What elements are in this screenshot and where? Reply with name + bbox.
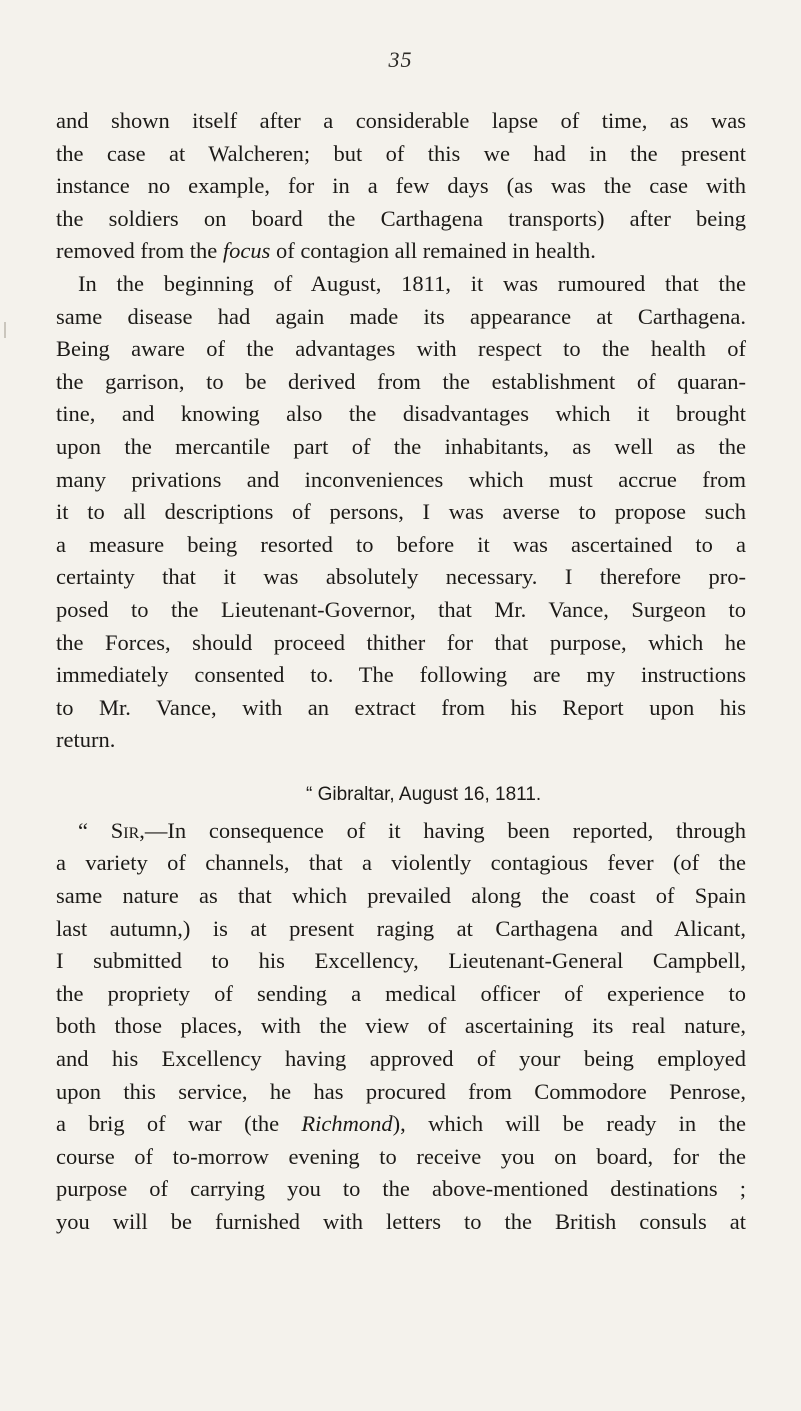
text-line: I submitted to his Excellency, Lieutenant-General Campbell, — [56, 948, 746, 974]
text-line: the soldiers on board the Carthagena transports) after being — [56, 205, 746, 231]
text-line: Being aware of the advantages with respect to the health of — [56, 336, 746, 362]
margin-mark — [4, 322, 6, 338]
text-line: it to all descriptions of persons, I was averse to propose such — [56, 499, 746, 525]
text-line: posed to the Lieutenant-Governor, that Mr. Vance, Surgeon to — [56, 596, 746, 622]
text-fragment: ), which will be ready in the — [392, 1111, 746, 1137]
text-line: certainty that it was absolutely necessary. I therefore pro- — [56, 564, 746, 590]
text-fragment: ,—In consequence of it having been reported, through — [139, 817, 746, 843]
text-line: the case at Walcheren; but of this we had in the present — [56, 140, 746, 166]
text-line: many privations and inconveniences which must accrue from — [56, 466, 746, 492]
text-line: a measure being resorted to before it was ascertained to a — [56, 531, 746, 557]
text-line: last autumn,) is at present raging at Carthagena and Alicant, — [56, 915, 746, 941]
text-line: upon this service, he has procured from Commodore Penrose, — [56, 1078, 746, 1104]
text-line — [56, 235, 746, 268]
text-line: the garrison, to be derived from the establishment of quaran- — [56, 368, 746, 394]
text-line: the Forces, should proceed thither for that purpose, which he — [56, 629, 746, 655]
text-line: a variety of channels, that a violently contagious fever (of the — [56, 850, 746, 876]
text-line: both those places, with the view of ascertaining its real nature, — [56, 1013, 746, 1039]
text-line: In the beginning of August, 1811, it was rumoured that the — [78, 270, 746, 296]
text-line: and shown itself after a considerable lapse of time, as was — [56, 108, 746, 133]
text-line: the propriety of sending a medical officer of experience to — [56, 980, 746, 1006]
text-line: same disease had again made its appearance at Carthagena. — [56, 303, 746, 329]
text-fragment: a brig of war (the — [56, 1111, 302, 1137]
text-fragment: “ — [78, 817, 111, 843]
body-text — [56, 105, 746, 1239]
letter-dateline: “ Gibraltar, August 16, 1811. — [306, 783, 542, 805]
text-line: immediately consented to. The following are my instructions — [56, 662, 746, 688]
text-line: purpose of carrying you to the above-mentioned destinations ; — [56, 1176, 746, 1202]
text-line: same nature as that which prevailed along the coast of Spain — [56, 883, 746, 909]
text-fragment: of contagion all remained in health. — [270, 238, 596, 264]
italic-word: Richmond — [301, 1111, 393, 1137]
text-line: and his Excellency having approved of your being employed — [56, 1046, 746, 1072]
italic-word: focus — [222, 238, 271, 264]
text-line — [56, 1108, 746, 1141]
text-line: tine, and knowing also the disadvantages which it brought — [56, 401, 746, 427]
text-line: you will be furnished with letters to the British consuls at — [56, 1209, 746, 1234]
page-number: 35 — [388, 47, 413, 72]
text-line: return. — [56, 727, 116, 753]
text-line — [56, 815, 746, 848]
text-line: to Mr. Vance, with an extract from his Report upon his — [56, 694, 746, 720]
text-fragment: removed from the — [56, 238, 223, 264]
text-line: upon the mercantile part of the inhabitants, as well as the — [56, 433, 746, 459]
text-line: course of to-morrow evening to receive you on board, for the — [56, 1143, 746, 1169]
salutation: Sir — [110, 817, 140, 843]
text-line: instance no example, for in a few days (as was the case with — [56, 173, 746, 199]
